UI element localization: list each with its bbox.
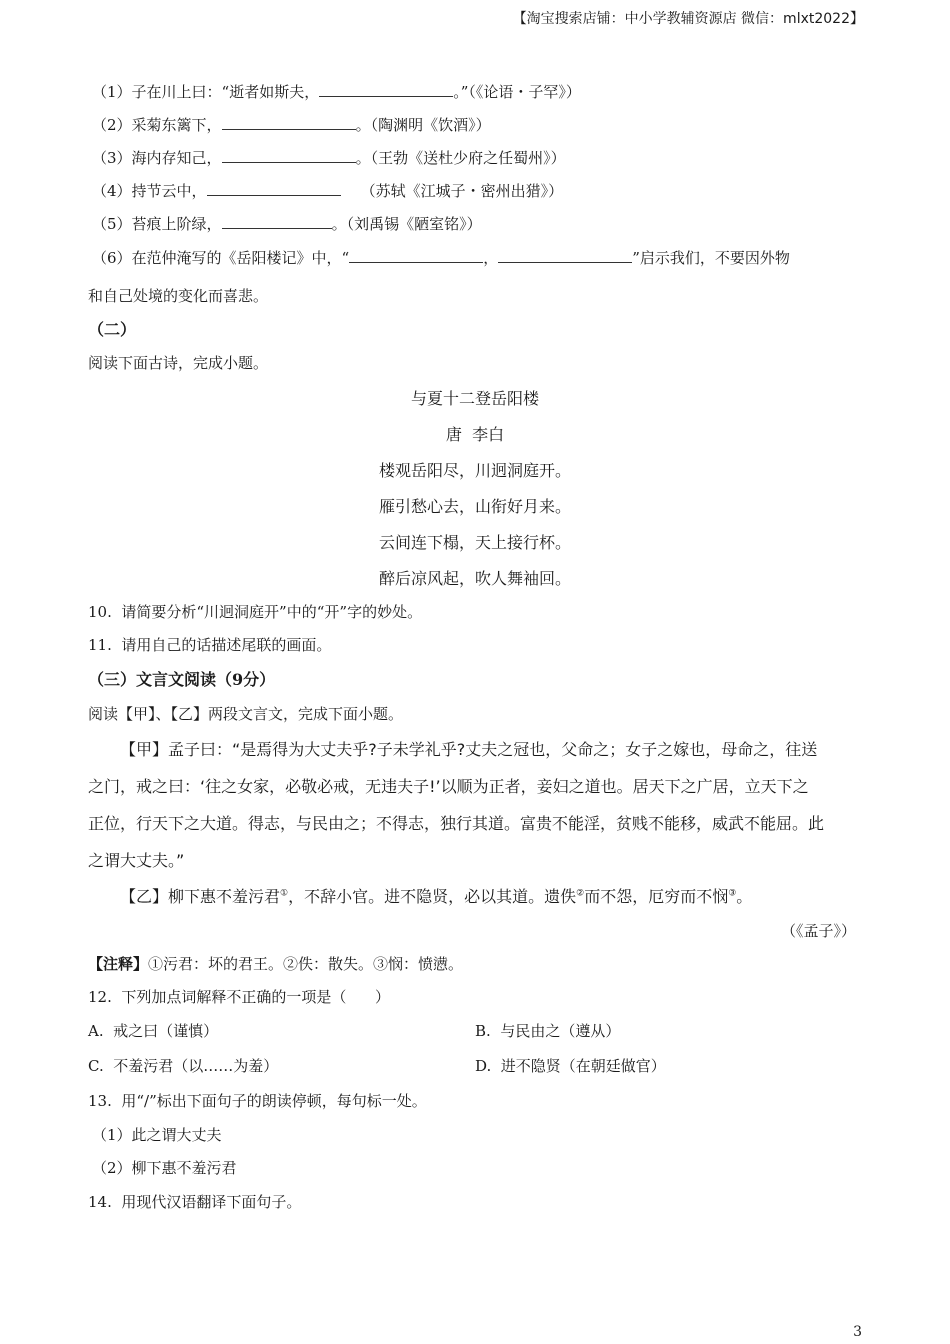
item-text: 在范仲淹写的《岳阳楼记》中，“ bbox=[131, 249, 350, 267]
item-number: （5） bbox=[92, 215, 132, 233]
footnote-mark: ③ bbox=[728, 888, 737, 899]
passage-yi-text: 【乙】柳下惠不羞污君 bbox=[120, 887, 281, 906]
passage-source: （《孟子》） bbox=[780, 922, 856, 940]
poem-line: 醉后凉风起，吹人舞袖回。 bbox=[378, 569, 571, 588]
item-comma: ， bbox=[483, 249, 499, 267]
passage-yi-text: 。 bbox=[736, 887, 753, 906]
fill-blank-4 bbox=[92, 180, 563, 201]
item-text: 持节云中， bbox=[131, 182, 207, 200]
fill-blank-5 bbox=[92, 213, 482, 234]
passage-jia-line: 之谓大丈夫。” bbox=[88, 851, 185, 870]
option-c[interactable]: C. 不羞污君（以……为羞） bbox=[88, 1057, 279, 1075]
question-13-item: （2）柳下惠不羞污君 bbox=[92, 1159, 237, 1177]
item-number: （6） bbox=[92, 249, 132, 267]
answer-blank[interactable] bbox=[207, 181, 341, 196]
passage-jia-line: 正位，行天下之大道。得志，与民由之；不得志，独行其道。富贵不能淫，贫贱不能移，威武不能屈。此 bbox=[88, 814, 825, 833]
footnote-mark: ① bbox=[280, 888, 289, 899]
item-source: 。（陶渊明《饮酒》） bbox=[355, 116, 491, 134]
question-11: 11. 请用自己的话描述尾联的画面。 bbox=[88, 636, 332, 654]
item-text: 采菊东篱下， bbox=[131, 116, 222, 134]
poem-line: 云间连下榻，天上接行杯。 bbox=[378, 533, 571, 552]
annotation-text: ①污君：坏的君王。②佚：散失。③悯：愤懑。 bbox=[148, 955, 464, 973]
item-source: （苏轼《江城子・密州出猎》） bbox=[360, 182, 564, 200]
answer-blank[interactable] bbox=[222, 115, 356, 130]
item-text: 海内存知己， bbox=[131, 149, 222, 167]
passage-yi-text: 而不怨，厄穷而不悯 bbox=[584, 887, 729, 906]
question-14: 14. 用现代汉语翻译下面句子。 bbox=[88, 1193, 302, 1211]
passage-yi bbox=[120, 884, 752, 907]
poem-title: 与夏十二登岳阳楼 bbox=[410, 389, 539, 408]
question-13-item: （1）此之谓大丈夫 bbox=[92, 1126, 222, 1144]
answer-blank[interactable] bbox=[222, 148, 356, 163]
item-number: （4） bbox=[92, 182, 132, 200]
question-12: 12. 下列加点词解释不正确的一项是（ ） bbox=[88, 988, 391, 1006]
annotation-label: 【注释】 bbox=[88, 955, 149, 973]
footnote-mark: ② bbox=[576, 888, 585, 899]
poem-line: 雁引愁心去，山衔好月来。 bbox=[378, 497, 571, 516]
answer-blank[interactable] bbox=[319, 82, 453, 97]
poem-line: 楼观岳阳尽，川迥洞庭开。 bbox=[378, 461, 571, 480]
item-source: 。（王勃《送杜少府之任蜀州》） bbox=[355, 149, 566, 167]
item-number: （2） bbox=[92, 116, 132, 134]
fill-blank-6-continued: 和自己处境的变化而喜悲。 bbox=[88, 287, 269, 305]
fill-blank-6 bbox=[92, 247, 790, 268]
fill-blank-3 bbox=[92, 147, 566, 168]
section-instruction: 阅读下面古诗，完成小题。 bbox=[88, 354, 269, 372]
passage-jia-line: 【甲】孟子曰：“是焉得为大丈夫乎?子未学礼乎?丈夫之冠也，父命之；女子之嫁也，母命之，往送 bbox=[120, 740, 818, 759]
passage-jia-line: 之门，戒之曰：‘往之女家，必敬必戒，无违夫子!’以顺为正者，妾妇之道也。居天下之广居，立天下之 bbox=[88, 777, 809, 796]
fill-blank-1 bbox=[92, 81, 581, 102]
answer-blank[interactable] bbox=[349, 248, 483, 263]
item-source: 。（刘禹锡《陋室铭》） bbox=[331, 215, 482, 233]
item-text: 子在川上曰：“逝者如斯夫， bbox=[131, 83, 320, 101]
question-13: 13. 用“/”标出下面句子的朗读停顿，每句标一处。 bbox=[88, 1092, 427, 1110]
option-a[interactable]: A. 戒之曰（谨慎） bbox=[88, 1022, 219, 1040]
section-heading: （三）文言文阅读（9分） bbox=[88, 670, 276, 689]
option-b[interactable]: B. 与民由之（遵从） bbox=[475, 1022, 621, 1040]
section-instruction: 阅读【甲】、【乙】两段文言文，完成下面小题。 bbox=[88, 705, 404, 723]
fill-blank-2 bbox=[92, 114, 491, 135]
item-text: ”启示我们，不要因外物 bbox=[632, 249, 790, 267]
answer-blank[interactable] bbox=[498, 248, 632, 263]
shop-notice: 【淘宝搜索店铺：中小学教辅资源店 微信：mlxt2022】 bbox=[512, 11, 864, 27]
answer-blank[interactable] bbox=[222, 214, 332, 229]
page-number: 3 bbox=[853, 1324, 862, 1340]
question-10: 10. 请简要分析“川迥洞庭开”中的“开”字的妙处。 bbox=[88, 603, 423, 621]
item-text: 苔痕上阶绿， bbox=[131, 215, 222, 233]
option-d[interactable]: D. 进不隐贤（在朝廷做官） bbox=[475, 1057, 666, 1075]
section-heading: （二） bbox=[88, 320, 137, 339]
annotation bbox=[88, 953, 463, 974]
item-source: 。”（《论语・子罕》） bbox=[453, 83, 581, 101]
passage-yi-text: ，不辞小官。进不隐贤，必以其道。遗佚 bbox=[288, 887, 577, 906]
item-number: （3） bbox=[92, 149, 132, 167]
poem-author: 唐 李白 bbox=[445, 425, 505, 444]
item-number: （1） bbox=[92, 83, 132, 101]
